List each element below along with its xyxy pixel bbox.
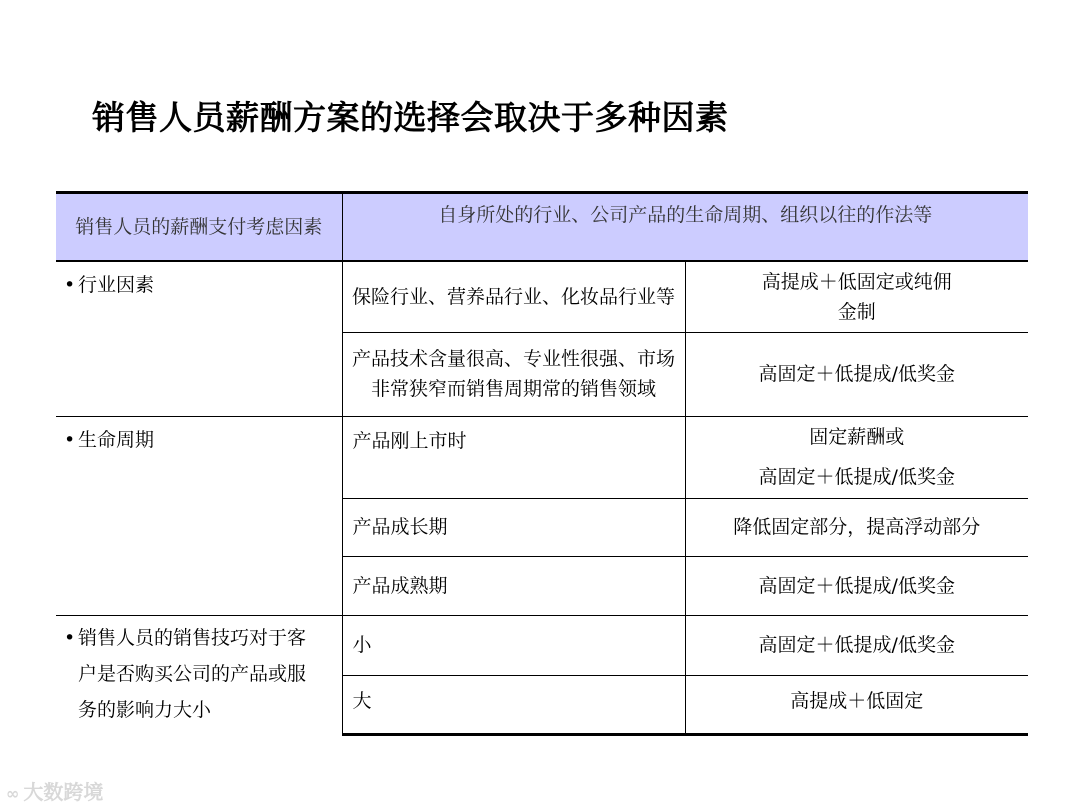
result-text: 高提成＋低固定或纯佣金制 [761,270,952,323]
page-title: 销售人员薪酬方案的选择会取决于多种因素 [92,98,729,137]
factor-label: 生命周期 [78,428,155,451]
header-description-cell: 自身所处的行业、公司产品的生命周期、组织以往的作法等 [342,193,1028,262]
table-row [56,416,1028,498]
header-factor-cell [56,193,342,262]
bullet-icon: • [64,626,76,649]
bullet-icon: • [64,428,76,451]
factor-label: 行业因素 [78,274,155,296]
table-row [56,261,1028,332]
result-cell [685,261,1028,332]
result-text-line2: 高固定＋低提成/低奖金 [758,466,955,488]
table-header-row [56,193,1028,262]
result-cell: 高固定＋低提成/低奖金 [685,556,1028,615]
bullet-icon: • [64,274,76,296]
condition-cell: 产品刚上市时 [342,416,685,498]
factor-cell-skill [56,615,342,734]
result-cell: 高提成＋低固定 [685,675,1028,734]
result-cell: 高固定＋低提成/低奖金 [685,332,1028,416]
result-cell: 降低固定部分，提高浮动部分 [685,498,1028,556]
factor-cell-lifecycle [56,416,342,615]
condition-cell: 产品成长期 [342,498,685,556]
watermark-logo-icon: ∞ [6,784,20,803]
result-cell [685,416,1028,498]
table-row [56,615,1028,675]
condition-cell: 产品成熟期 [342,556,685,615]
condition-cell: 小 [342,615,685,675]
condition-cell: 保险行业、营养品行业、化妆品行业等 [342,261,685,332]
watermark [6,776,103,805]
condition-cell: 大 [342,675,685,734]
factors-table [56,191,1028,736]
condition-cell: 产品技术含量很高、专业性很强、市场非常狭窄而销售周期常的销售领域 [342,332,685,416]
header-factor-label: 销售人员的薪酬支付考虑因素 [75,216,323,238]
result-text-line1: 固定薪酬或 [809,426,905,448]
watermark-text: 大数跨境 [23,780,104,804]
result-cell: 高固定＋低提成/低奖金 [685,615,1028,675]
factor-cell-industry [56,261,342,416]
factor-label: 销售人员的销售技巧对于客户是否购买公司的产品或服务的影响力大小 [78,626,307,721]
